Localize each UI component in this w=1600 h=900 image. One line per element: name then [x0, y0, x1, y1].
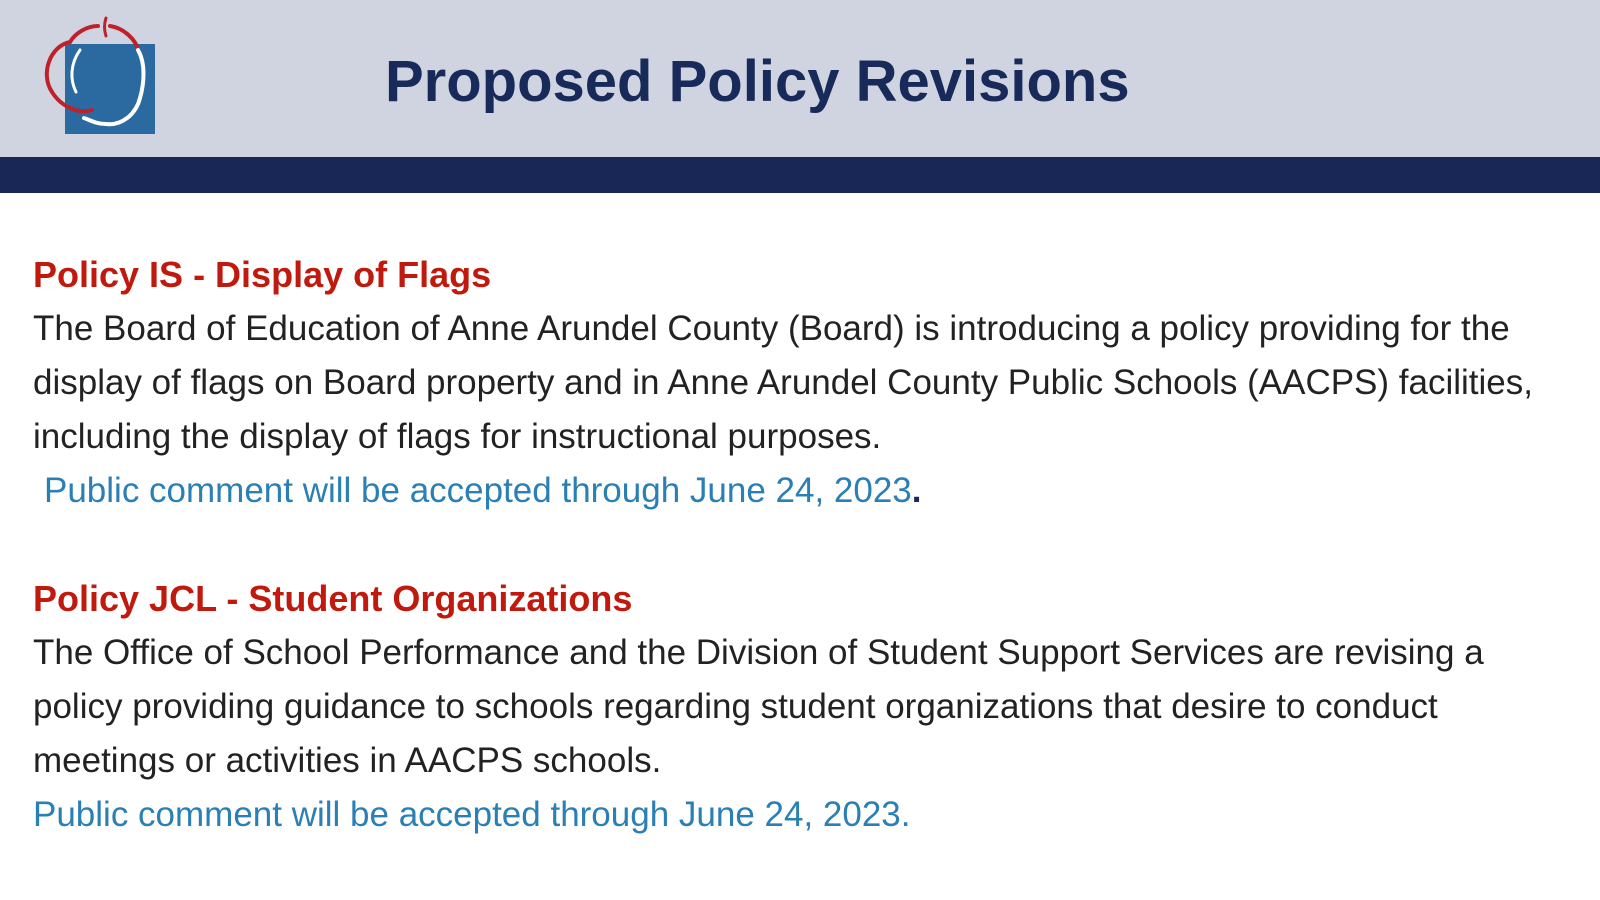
policy-item-jcl: [33, 572, 1573, 842]
policy-title: Policy IS - Display of Flags: [33, 254, 492, 295]
apple-square-logo-icon: [40, 14, 160, 136]
public-comment-period: .: [911, 471, 922, 510]
policy-list: [33, 248, 1573, 896]
policy-title: Policy JCL - Student Organizations: [33, 578, 633, 619]
policy-description: The Office of School Performance and the Division of Student Support Services are revising a policy providing guidance to schools regarding student organizations that desire to conduct meetings or activities in AACPS schools.: [33, 633, 1484, 780]
policy-item-is: [33, 248, 1573, 518]
page-title: Proposed Policy Revisions: [385, 49, 1130, 114]
public-comment-text: Public comment will be accepted through June 24, 2023: [44, 471, 912, 510]
public-comment-notice: Public comment will be accepted through June 24, 2023.: [33, 795, 911, 834]
header-divider-bar: [0, 157, 1600, 193]
public-comment-notice: [33, 464, 1573, 518]
header-banner: [0, 0, 1600, 157]
policy-description: The Board of Education of Anne Arundel County (Board) is introducing a policy providing for the display of flags on Board property and in Anne Arundel County Public Schools (AACPS) facilities, including the display of flags for instructional purposes.: [33, 309, 1533, 456]
